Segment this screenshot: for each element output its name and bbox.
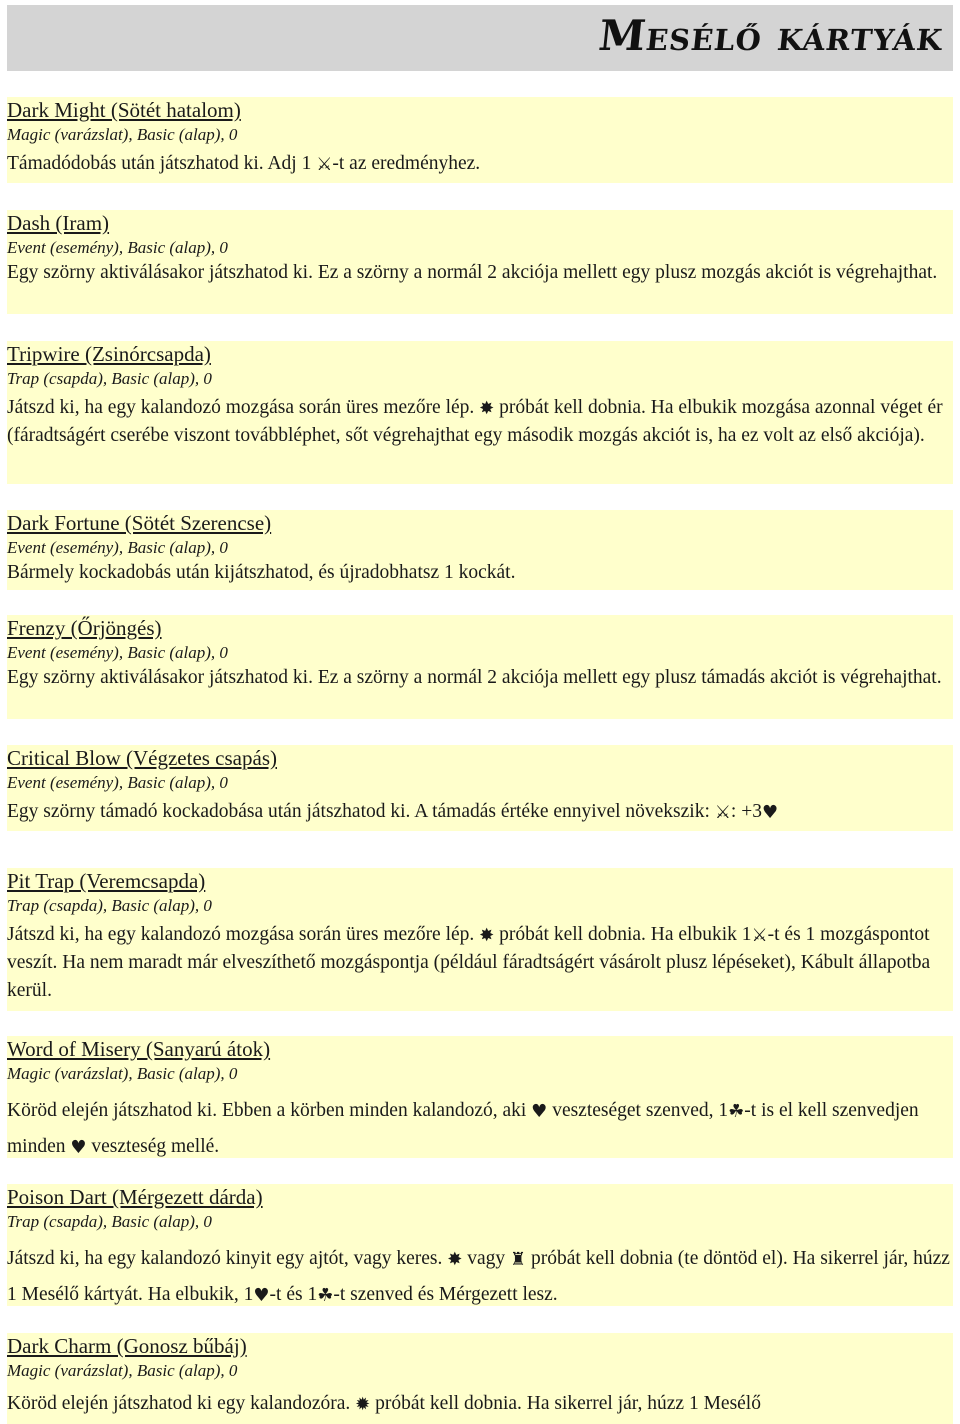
might-icon: ♜	[510, 1249, 527, 1270]
card-type: Event (esemény), Basic (alap), 0	[7, 773, 228, 792]
card-title: Critical Blow (Végzetes csapás)	[7, 746, 277, 770]
heart-icon: ♥	[761, 802, 779, 823]
card-critical-blow	[7, 745, 953, 831]
card-frenzy	[7, 615, 953, 719]
card-title: Dark Might (Sötét hatalom)	[7, 98, 241, 122]
card-dark-charm	[7, 1333, 953, 1424]
card-text: Egy szörny aktiválásakor játszhatod ki. Ez a szörny a normál 2 akciója mellett egy plusz támadás akciót is végrehajthat.	[7, 667, 942, 688]
willpower-icon: ✹	[355, 1394, 371, 1415]
card-dark-fortune	[7, 510, 953, 590]
card-text: Támadódobás után játszhatod ki. Adj 1 ⚔-t az eredményhez.	[7, 153, 481, 175]
card-title: Poison Dart (Mérgezett dárda)	[7, 1185, 263, 1209]
awareness-icon: ✸	[479, 398, 495, 419]
card-dash	[7, 210, 953, 314]
card-word-of-misery	[7, 1036, 953, 1158]
card-text: Köröd elején játszhatod ki egy kalandozóra. ✹ próbát kell dobnia. Ha sikerrel jár, húzz 1 Mesélő	[7, 1393, 761, 1415]
card-type: Magic (varázslat), Basic (alap), 0	[7, 1064, 238, 1083]
card-poison-dart	[7, 1184, 953, 1306]
fatigue-icon: ☘	[728, 1101, 745, 1122]
card-text: Egy szörny támadó kockadobása után játszhatod ki. A támadás értéke ennyivel növekszik: ⚔: +3♥	[7, 801, 779, 823]
card-text: Játszd ki, ha egy kalandozó mozgása során üres mezőre lép. ✸ próbát kell dobnia. Ha elbukik mozgása azonnal véget ér (fáradtságért cserébe viszont továbbléphet, sőt végrehajthat egy második mozgás akciót is, ha ez volt az első akciója).	[7, 397, 943, 446]
heart-icon: ♥	[253, 1285, 270, 1306]
fatigue-icon: ☘	[317, 1285, 334, 1306]
surge-icon: ⚔	[751, 925, 768, 946]
card-text: Bármely kockadobás után kijátszhatod, és újradobhatsz 1 kockát.	[7, 562, 516, 583]
card-type: Magic (varázslat), Basic (alap), 0	[7, 1361, 238, 1380]
card-title: Dark Charm (Gonosz bűbáj)	[7, 1334, 247, 1358]
card-text: Játszd ki, ha egy kalandozó mozgása során üres mezőre lép. ✸ próbát kell dobnia. Ha elbukik 1⚔-t és 1 mozgáspontot veszít. Ha nem maradt már elveszíthető mozgáspontja (például fáradtságért vásárolt plusz lépéseket), Kábult állapotba kerül.	[7, 924, 931, 1001]
heart-icon: ♥	[531, 1101, 548, 1122]
surge-icon: ⚔	[316, 154, 333, 175]
card-type: Event (esemény), Basic (alap), 0	[7, 643, 228, 662]
card-type: Trap (csapda), Basic (alap), 0	[7, 369, 212, 388]
card-text: Köröd elején játszhatod ki. Ebben a körben minden kalandozó, aki ♥ veszteséget szenved, 1☘-t is el kell szenvedjen minden ♥ veszteség mellé.	[7, 1100, 919, 1158]
page-title: Mesélő kártyák	[596, 11, 946, 60]
card-type: Trap (csapda), Basic (alap), 0	[7, 896, 212, 915]
heart-icon: ♥	[70, 1137, 87, 1158]
card-tripwire	[7, 341, 953, 484]
card-title: Frenzy (Őrjöngés)	[7, 616, 162, 640]
card-text: Játszd ki, ha egy kalandozó kinyit egy ajtót, vagy keres. ✸ vagy ♜ próbát kell dobnia (te döntöd el). Ha sikerrel jár, húzz 1 Mesélő kártyát. Ha elbukik, 1♥-t és 1☘-t szenved és Mérgezett lesz.	[7, 1248, 950, 1306]
awareness-icon: ✸	[479, 925, 495, 946]
card-title: Word of Misery (Sanyarú átok)	[7, 1037, 271, 1061]
card-title: Tripwire (Zsinórcsapda)	[7, 342, 211, 366]
card-type: Trap (csapda), Basic (alap), 0	[7, 1212, 212, 1231]
card-type: Event (esemény), Basic (alap), 0	[7, 538, 228, 557]
card-type: Magic (varázslat), Basic (alap), 0	[7, 125, 238, 144]
surge-icon: ⚔	[714, 802, 731, 823]
card-dark-might	[7, 97, 953, 183]
page-header	[7, 5, 953, 71]
card-type: Event (esemény), Basic (alap), 0	[7, 238, 228, 257]
card-title: Dark Fortune (Sötét Szerencse)	[7, 511, 272, 535]
card-title: Dash (Iram)	[7, 211, 110, 235]
awareness-icon: ✸	[447, 1249, 463, 1270]
card-title: Pit Trap (Veremcsapda)	[7, 869, 206, 893]
card-text: Egy szörny aktiválásakor játszhatod ki. Ez a szörny a normál 2 akciója mellett egy plusz mozgás akciót is végrehajthat.	[7, 262, 938, 283]
card-pit-trap	[7, 868, 953, 1011]
